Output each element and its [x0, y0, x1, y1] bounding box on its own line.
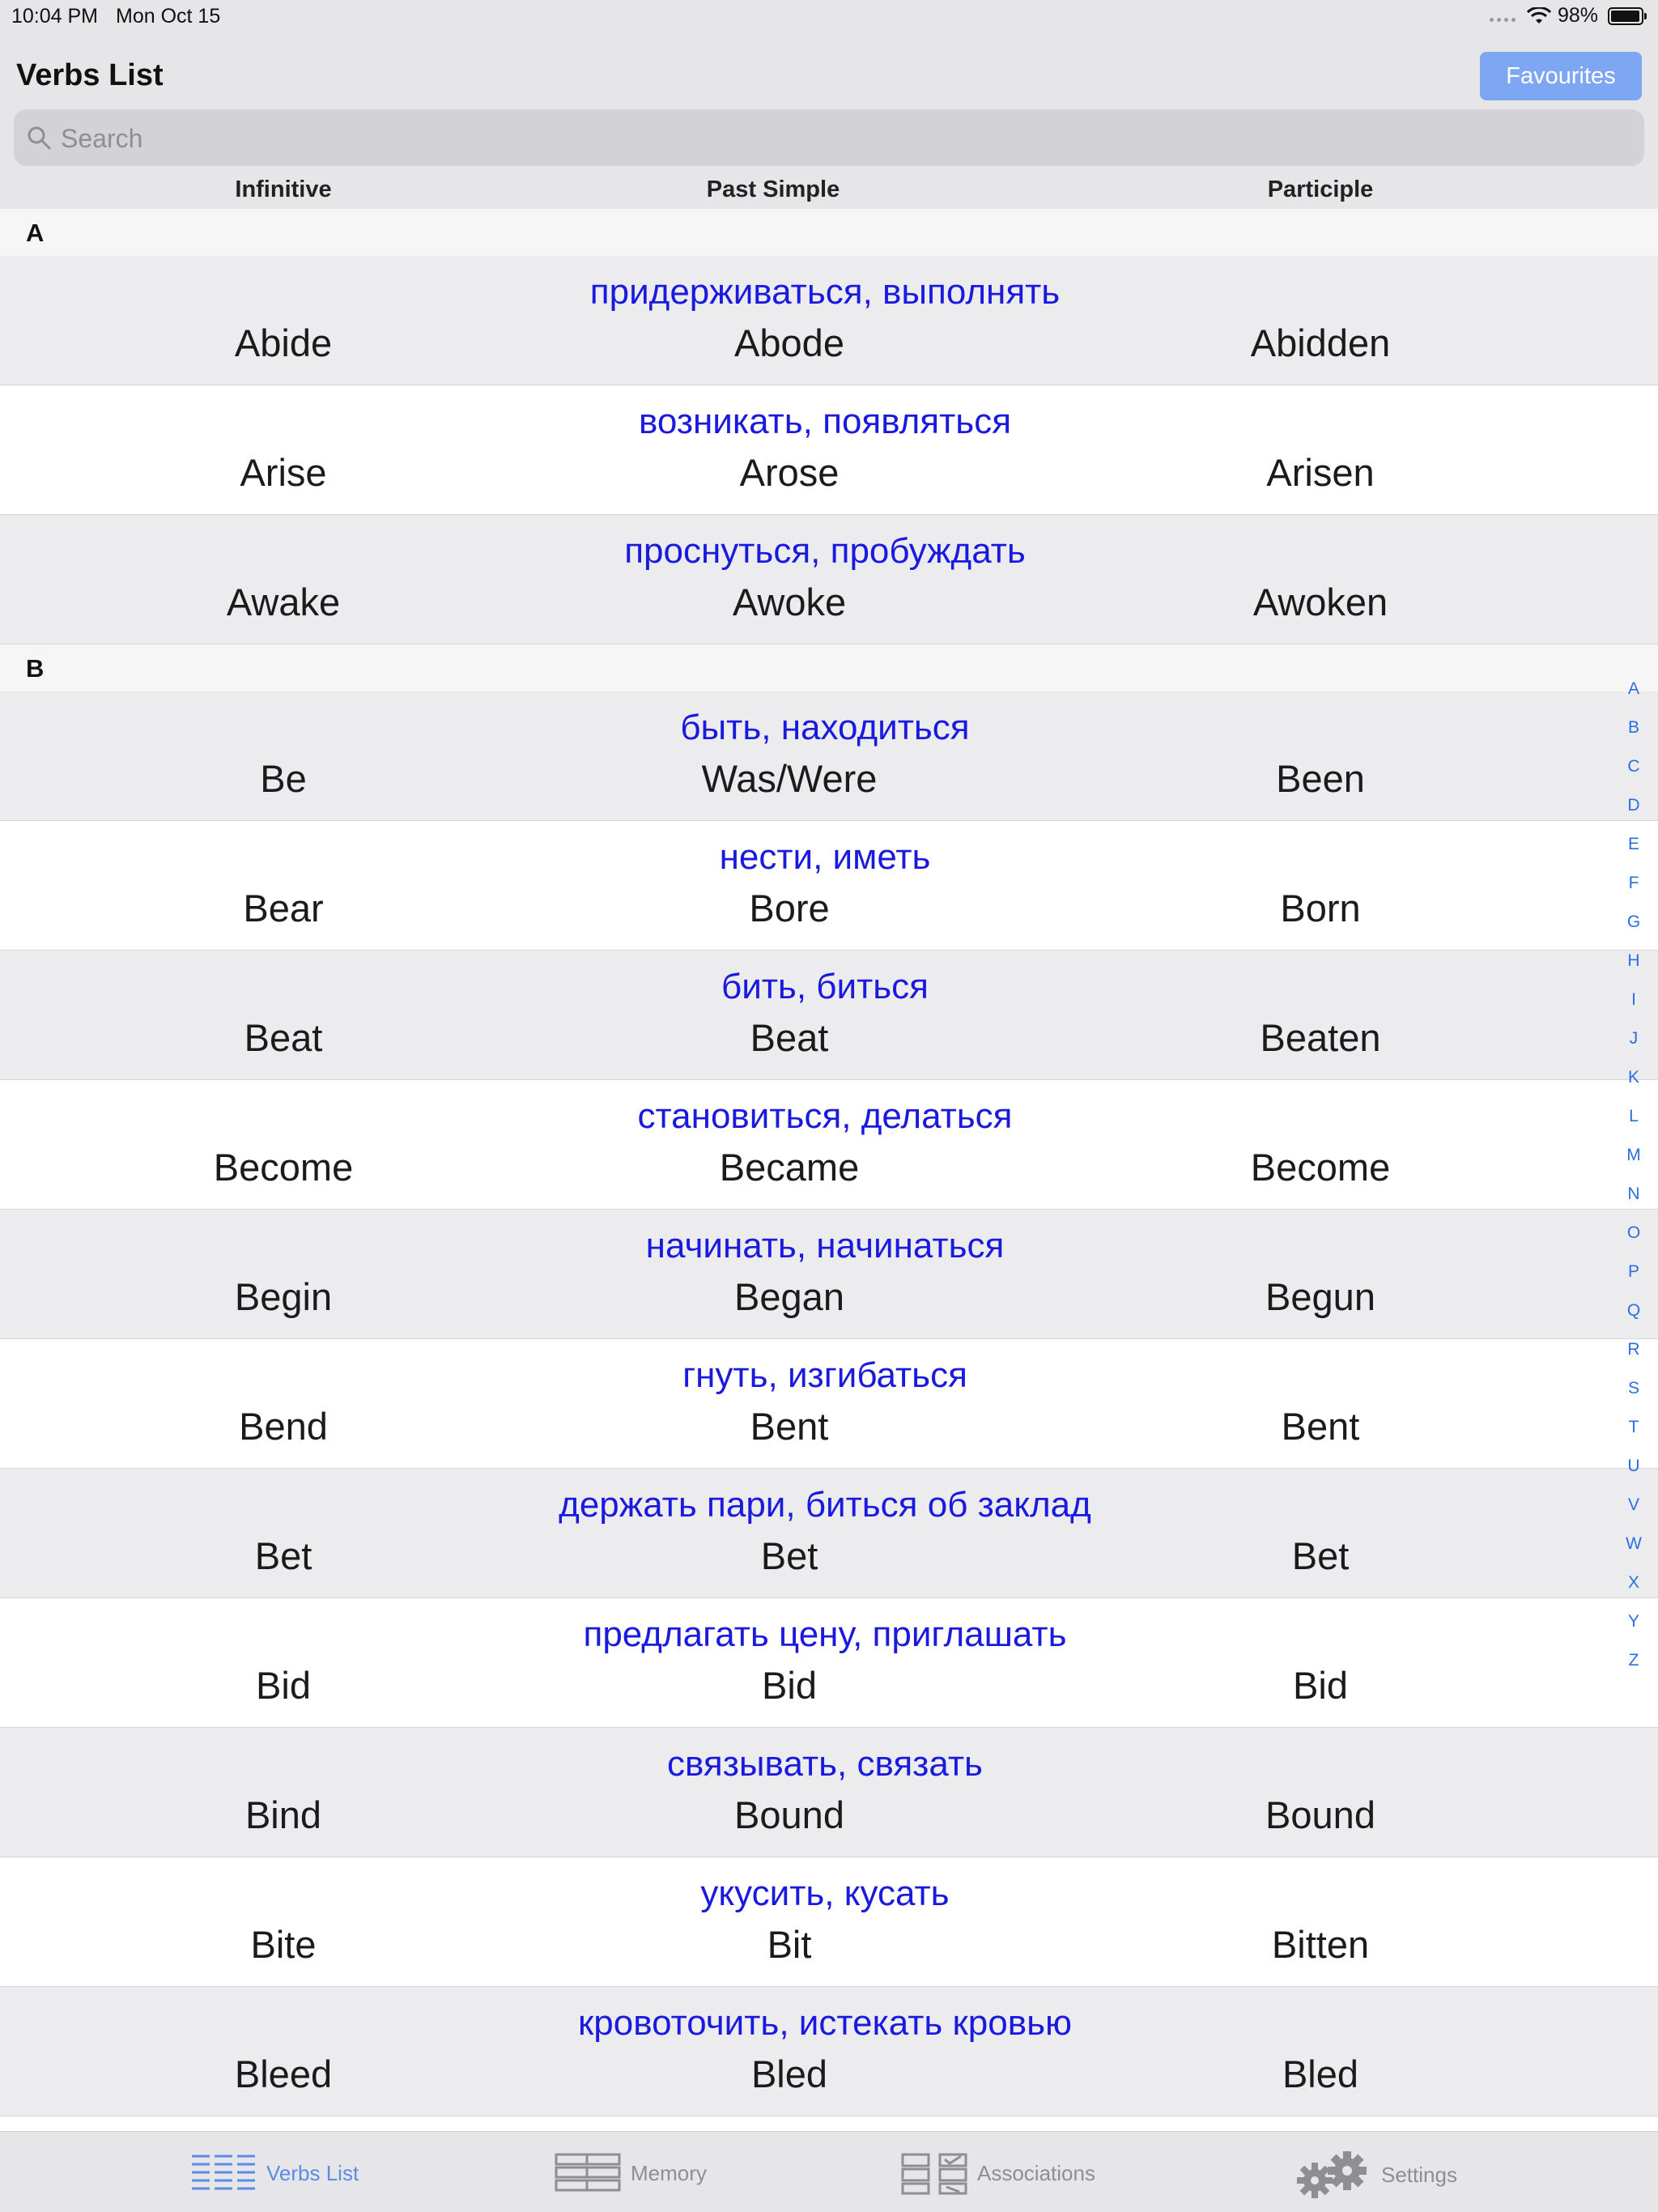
verb-past-simple: Bid — [762, 1664, 817, 1707]
tab-bar — [0, 2131, 1658, 2212]
verb-infinitive: Arise — [240, 451, 327, 494]
verb-participle: Bid — [1293, 1664, 1348, 1707]
list-icon — [190, 2151, 257, 2195]
search-icon — [25, 124, 53, 151]
verb-past-simple: Awoke — [732, 581, 847, 623]
verb-list[interactable] — [0, 209, 1658, 2131]
battery-icon — [1608, 7, 1643, 25]
tab-associations[interactable] — [901, 2151, 1095, 2195]
index-letter-q[interactable]: Q — [1626, 1301, 1641, 1320]
tab-label: Memory — [631, 2160, 707, 2185]
index-letter-f[interactable]: F — [1628, 874, 1639, 892]
verb-translation: становиться, делаться — [637, 1096, 1013, 1136]
verb-past-simple: Bound — [734, 1793, 844, 1836]
verb-infinitive: Abide — [234, 321, 333, 364]
verb-participle: Awoken — [1252, 581, 1388, 623]
verb-infinitive: Bite — [250, 1923, 317, 1966]
index-letter-x[interactable]: X — [1627, 1573, 1639, 1592]
verb-infinitive: Bear — [243, 887, 324, 929]
index-letter-u[interactable]: U — [1627, 1457, 1640, 1475]
section-header-b — [0, 644, 1658, 691]
index-letter-i[interactable]: I — [1631, 990, 1636, 1009]
index-letter-e[interactable]: E — [1627, 835, 1639, 853]
index-letter-s[interactable]: S — [1627, 1379, 1639, 1397]
verb-participle: Begun — [1265, 1275, 1375, 1318]
verb-participle: Bound — [1265, 1793, 1375, 1836]
verb-translation: быть, находиться — [680, 708, 970, 747]
verb-row[interactable] — [0, 1987, 1658, 2116]
index-letter-a[interactable]: A — [1627, 679, 1639, 698]
verb-translation: бить, биться — [721, 967, 929, 1006]
index-letter-o[interactable]: O — [1626, 1223, 1641, 1242]
memory-icon — [555, 2151, 621, 2195]
page-title: Verbs List — [16, 58, 164, 92]
index-letter-r[interactable]: R — [1627, 1340, 1640, 1359]
tab-label: Settings — [1381, 2162, 1457, 2187]
verb-past-simple: Arose — [739, 451, 840, 494]
verb-row[interactable] — [0, 1080, 1658, 1210]
verb-past-simple: Bled — [750, 2052, 828, 2095]
status-date: Mon Oct 15 — [116, 5, 221, 28]
verb-infinitive: Bet — [254, 1534, 312, 1577]
verb-past-simple: Bore — [749, 887, 830, 929]
verb-past-simple: Began — [734, 1275, 844, 1318]
associations-icon — [901, 2151, 967, 2195]
verb-past-simple: Bet — [760, 1534, 818, 1577]
verb-past-simple: Beat — [750, 1016, 829, 1059]
verb-participle: Arisen — [1266, 451, 1375, 494]
verb-row[interactable] — [0, 1598, 1658, 1728]
verb-infinitive: Beat — [244, 1016, 323, 1059]
index-letter-p[interactable]: P — [1627, 1262, 1639, 1281]
index-letter-g[interactable]: G — [1626, 912, 1641, 931]
verb-row[interactable] — [0, 1857, 1658, 1987]
verb-translation: начинать, начинаться — [645, 1226, 1005, 1266]
tab-settings[interactable] — [1294, 2151, 1457, 2198]
index-letter-h[interactable]: H — [1627, 951, 1640, 970]
verb-translation: укусить, кусать — [700, 1874, 950, 1913]
tab-label: Verbs List — [266, 2160, 359, 2185]
index-letter-d[interactable]: D — [1627, 796, 1640, 815]
verb-past-simple: Bit — [767, 1923, 812, 1966]
verb-row[interactable] — [0, 1469, 1658, 1598]
search-bar[interactable] — [14, 109, 1644, 166]
index-letter-b[interactable]: B — [1627, 718, 1639, 737]
verb-infinitive: Bid — [256, 1664, 311, 1707]
verb-row[interactable] — [0, 1339, 1658, 1469]
index-letter-t[interactable]: T — [1628, 1418, 1639, 1436]
verb-row[interactable] — [0, 951, 1658, 1080]
index-letter-k[interactable]: K — [1627, 1068, 1639, 1087]
verb-translation: держать пари, биться об заклад — [559, 1485, 1091, 1525]
verb-participle: Beaten — [1260, 1016, 1381, 1059]
verb-participle: Bet — [1291, 1534, 1350, 1577]
verb-participle: Bled — [1282, 2052, 1359, 2095]
index-letter-j[interactable]: J — [1629, 1029, 1639, 1048]
section-letter: B — [26, 654, 45, 683]
column-header-participle: Participle — [1267, 177, 1374, 202]
index-letter-n[interactable]: N — [1627, 1185, 1640, 1203]
verb-past-simple: Became — [719, 1146, 860, 1189]
verb-infinitive: Awake — [226, 581, 341, 623]
column-headers — [0, 172, 1658, 209]
favourites-button[interactable]: Favourites — [1480, 52, 1642, 100]
gear-icon — [1294, 2151, 1371, 2198]
index-letter-w[interactable]: W — [1626, 1534, 1642, 1553]
verb-participle: Become — [1250, 1146, 1391, 1189]
verb-row[interactable] — [0, 1728, 1658, 1857]
verb-participle: Bent — [1281, 1405, 1360, 1448]
tab-label: Associations — [977, 2160, 1095, 2185]
battery-level — [1611, 11, 1639, 22]
verb-row[interactable] — [0, 821, 1658, 951]
verb-participle: Bitten — [1271, 1923, 1370, 1966]
index-letter-m[interactable]: M — [1626, 1146, 1641, 1164]
verb-past-simple: Bent — [750, 1405, 829, 1448]
battery-percent: 98% — [1557, 4, 1598, 27]
verb-translation: кровоточить, истекать кровью — [578, 2003, 1072, 2043]
status-indicators — [1490, 4, 1643, 28]
column-header-past-simple: Past Simple — [706, 177, 840, 202]
index-letter-l[interactable]: L — [1629, 1107, 1639, 1125]
verb-translation: нести, иметь — [719, 837, 931, 877]
search-input[interactable] — [59, 116, 1601, 161]
status-bar — [0, 0, 1658, 32]
status-time: 10:04 PM — [11, 5, 99, 28]
verb-translation: предлагать цену, приглашать — [583, 1614, 1067, 1654]
tab-memory[interactable] — [555, 2151, 707, 2195]
verb-translation: придерживаться, выполнять — [589, 272, 1061, 312]
verb-row[interactable] — [0, 691, 1658, 821]
alphabet-index[interactable] — [1593, 677, 1658, 1687]
verb-infinitive: Begin — [234, 1275, 333, 1318]
verb-infinitive: Bind — [244, 1793, 322, 1836]
header — [0, 32, 1658, 209]
section-letter: A — [26, 219, 45, 247]
verb-infinitive: Bleed — [234, 2052, 333, 2095]
verb-row[interactable] — [0, 385, 1658, 515]
index-letter-y[interactable]: Y — [1627, 1612, 1639, 1631]
wifi-icon — [1527, 7, 1551, 25]
verb-row[interactable] — [0, 256, 1658, 385]
verb-translation: гнуть, изгибаться — [682, 1355, 967, 1395]
verb-participle: Born — [1280, 887, 1361, 929]
verb-infinitive: Bend — [239, 1405, 328, 1448]
verb-row[interactable] — [0, 1210, 1658, 1339]
verb-infinitive: Become — [213, 1146, 354, 1189]
index-letter-c[interactable]: C — [1627, 757, 1640, 776]
verb-translation: связывать, связать — [667, 1744, 983, 1784]
verb-row[interactable] — [0, 515, 1658, 644]
cellular-signal-icon — [1490, 10, 1516, 22]
index-letter-v[interactable]: V — [1627, 1495, 1639, 1514]
verb-translation: проснуться, пробуждать — [624, 531, 1026, 571]
verb-translation: возникать, появляться — [638, 402, 1012, 441]
verb-participle: Been — [1276, 757, 1365, 800]
verb-past-simple: Was/Were — [701, 757, 878, 800]
column-header-infinitive: Infinitive — [235, 177, 332, 202]
section-header-a — [0, 209, 1658, 256]
verb-past-simple: Abode — [734, 321, 844, 364]
index-letter-z[interactable]: Z — [1628, 1651, 1639, 1670]
verb-infinitive: Be — [260, 757, 307, 800]
verb-participle: Abidden — [1250, 321, 1391, 364]
tab-verbs-list[interactable] — [190, 2151, 359, 2195]
